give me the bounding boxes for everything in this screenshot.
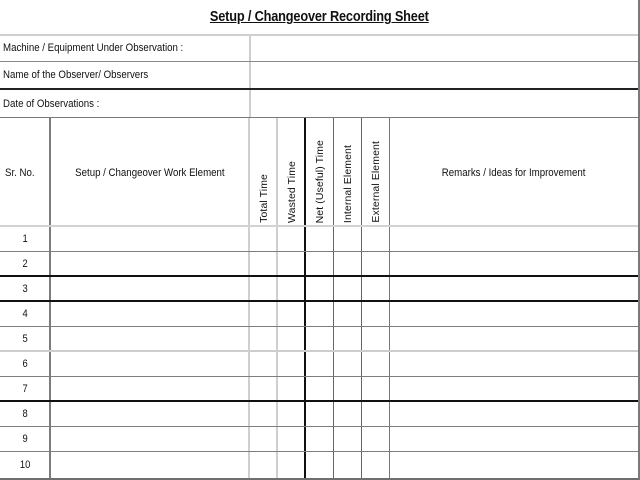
header-remarks-text: Remarks / Ideas for Improvement bbox=[442, 166, 586, 179]
date-label-text: Date of Observations : bbox=[3, 97, 100, 110]
title-row bbox=[0, 0, 638, 36]
header-net-time-text: Net (Useful) Time bbox=[313, 139, 326, 223]
row-number: 2 bbox=[22, 257, 28, 270]
header-wasted-time-text: Wasted Time bbox=[285, 161, 298, 223]
header-remarks bbox=[390, 118, 638, 227]
header-internal-element bbox=[334, 118, 361, 227]
work-element-table bbox=[0, 118, 638, 478]
header-sr-no bbox=[0, 118, 50, 227]
row-number: 6 bbox=[22, 358, 28, 370]
row-number: 10 bbox=[19, 459, 31, 471]
header-net-time bbox=[306, 118, 333, 227]
date-field[interactable] bbox=[249, 90, 638, 117]
table-row[interactable] bbox=[0, 352, 638, 377]
table-row[interactable] bbox=[0, 427, 638, 452]
row-number: 1 bbox=[22, 233, 28, 245]
info-row-machine bbox=[0, 34, 638, 62]
header-sr-no-text: Sr. No. bbox=[5, 166, 35, 179]
table-row[interactable] bbox=[0, 327, 638, 352]
table-row[interactable] bbox=[0, 227, 638, 252]
table-row[interactable] bbox=[0, 452, 638, 478]
machine-label-text: Machine / Equipment Under Observation : bbox=[3, 41, 184, 54]
header-total-time-text: Total Time bbox=[257, 174, 270, 223]
table-row[interactable] bbox=[0, 302, 638, 327]
date-label bbox=[0, 90, 249, 117]
observer-label bbox=[0, 62, 249, 88]
row-number: 3 bbox=[22, 282, 28, 295]
info-row-date bbox=[0, 90, 638, 118]
table-row[interactable] bbox=[0, 277, 638, 302]
table-row[interactable] bbox=[0, 252, 638, 277]
header-wasted-time bbox=[278, 118, 305, 227]
header-external-element bbox=[362, 118, 389, 227]
header-work-element-text: Setup / Changeover Work Element bbox=[74, 166, 225, 179]
header-work-element bbox=[50, 118, 249, 227]
table-body bbox=[0, 227, 638, 478]
row-number: 5 bbox=[22, 332, 28, 345]
row-number: 8 bbox=[22, 408, 28, 420]
table-row[interactable] bbox=[0, 377, 638, 402]
machine-field[interactable] bbox=[249, 34, 638, 61]
header-internal-element-text: Internal Element bbox=[341, 144, 354, 223]
row-number: 4 bbox=[22, 308, 28, 320]
header-total-time bbox=[250, 118, 277, 227]
observer-field[interactable] bbox=[249, 62, 638, 88]
row-number: 7 bbox=[22, 382, 28, 395]
table-row[interactable] bbox=[0, 402, 638, 427]
header-external-element-text: External Element bbox=[369, 141, 382, 223]
machine-label bbox=[0, 34, 249, 61]
sheet-title: Setup / Changeover Recording Sheet bbox=[209, 9, 429, 25]
row-number: 9 bbox=[22, 433, 28, 445]
info-row-observer bbox=[0, 62, 638, 90]
observer-label-text: Name of the Observer/ Observers bbox=[3, 69, 149, 81]
